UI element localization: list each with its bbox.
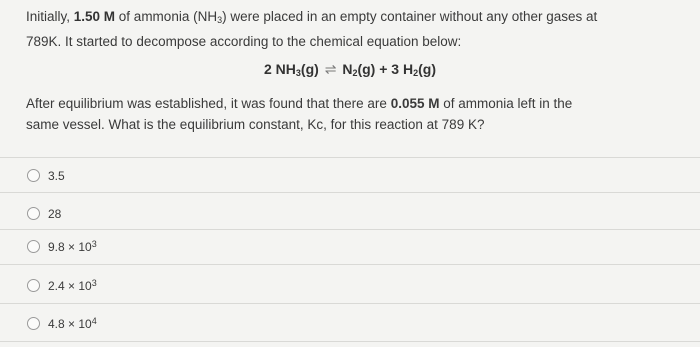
divider: [0, 341, 700, 342]
answer-option-4[interactable]: [27, 275, 97, 295]
option-label: $9.8 \times 10^3$: [48, 238, 97, 254]
radio-button[interactable]: [27, 279, 40, 292]
question-line-2: 789K. It started to decompose according to the chemical equation below:: [26, 34, 462, 49]
initial-concentration: 1.50 M: [73, 9, 116, 24]
divider: [0, 264, 700, 265]
equilibrium-concentration: 0.055 M: [390, 96, 440, 111]
question-line-1: Initially, 1.50 M of ammonia $(NH_3)$ were placed in an empty container without any other gases at: [26, 9, 598, 25]
chemical-equation: 2 $NH_3(g)$ ⇌ $N_2(g) + 3$ $H_2(g)$: [264, 61, 436, 78]
answer-option-1[interactable]: [27, 165, 65, 185]
option-label: 3.5: [48, 168, 65, 183]
answer-option-5[interactable]: [27, 313, 97, 333]
equilibrium-arrow-icon: ⇌: [324, 61, 337, 77]
option-label: $4.8 \times 10^4$: [48, 315, 97, 331]
divider: [0, 303, 700, 304]
divider: [0, 157, 700, 158]
question-paragraph-2: [26, 93, 676, 135]
question-text: [26, 6, 686, 52]
radio-button[interactable]: [27, 317, 40, 330]
divider: [0, 192, 700, 193]
answer-option-2[interactable]: [27, 203, 61, 223]
question-line-3: After equilibrium was established, it was found that there are 0.055 M of ammonia left in the: [26, 96, 573, 111]
radio-button[interactable]: [27, 169, 40, 182]
answer-option-3[interactable]: [27, 236, 97, 256]
option-label: $2.4 \times 10^3$: [48, 277, 97, 293]
question-line-4: same vessel. What is the equilibrium constant, Kc, for this reaction at 789 K?: [26, 117, 485, 132]
radio-button[interactable]: [27, 240, 40, 253]
option-label: 28: [48, 206, 62, 221]
radio-button[interactable]: [27, 207, 40, 220]
divider: [0, 229, 700, 230]
